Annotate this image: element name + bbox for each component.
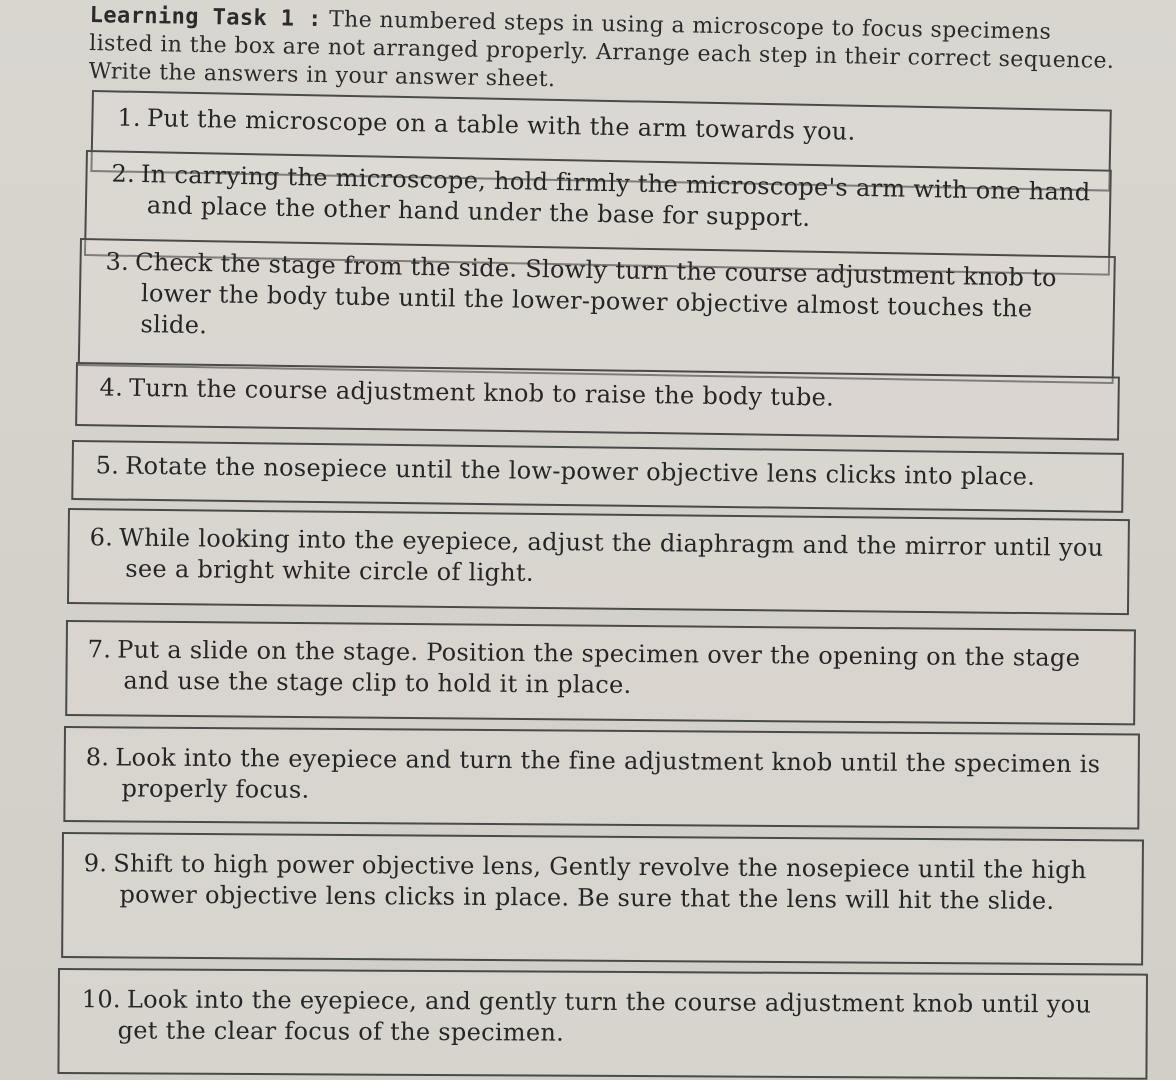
step-item [117,102,1093,152]
step-item [89,522,1112,595]
step-text: Look into the eyepiece and turn the fine adjustment knob until the specimen is properly focus. [115,743,1101,804]
step-box-5 [71,440,1124,513]
step-item [99,372,1101,417]
step-item [82,984,1130,1051]
step-text: Look into the eyepiece, and gently turn the course adjustment knob until you get the clear focus of the specimen. [117,985,1092,1047]
step-item [111,158,1094,239]
step-box-10 [57,968,1148,1080]
step-text: Rotate the nosepiece until the low-power objective lens clicks into place. [125,451,1036,491]
step-text: In carrying the microscope, hold firmly the microscope's arm with one hand and place the other hand under the base for support. [140,160,1091,232]
step-text: Turn the course adjustment knob to raise the body tube. [128,373,835,412]
step-number: 6. [89,523,114,552]
step-number: 3. [105,247,130,276]
task-label: Learning Task 1 : [89,2,322,33]
step-box-6 [67,508,1130,615]
step-item [85,742,1121,811]
step-number: 5. [95,451,120,480]
step-box-3 [78,238,1116,384]
step-box-7 [65,620,1136,725]
step-number: 9. [83,849,108,878]
step-item [95,450,1105,493]
step-item [83,848,1125,917]
step-number: 8. [85,743,110,772]
step-text: Put a slide on the stage. Position the specimen over the opening on the stage and use the stage clip to hold it in place. [117,635,1081,699]
step-number: 10. [81,985,121,1014]
step-number: 1. [117,103,142,132]
step-text: Check the stage from the side. Slowly turn the course adjustment knob to lower the body tube until the lower-power objective almost touches the slide. [134,247,1058,340]
step-item [104,246,1097,356]
step-box-4 [75,362,1120,441]
task-instructions-text: The numbered steps in using a microscope to focus specimens listed in the box are not arranged properly. Arrange each step in their correct sequence. Write the answers in your answer sheet. [88,7,1115,93]
step-box-8 [63,726,1140,830]
step-text: Shift to high power objective lens, Gently revolve the nosepiece until the high power objective lens clicks in place. Be sure that the lens will hit the slide. [113,849,1087,915]
step-text: Put the microscope on a table with the arm towards you. [146,104,856,146]
step-text: While looking into the eyepiece, adjust the diaphragm and the mirror until you see a bright white circle of light. [119,523,1104,587]
step-number: 2. [111,159,136,188]
step-number: 4. [99,373,124,402]
step-box-9 [61,832,1144,966]
step-number: 7. [87,635,112,664]
step-item [87,634,1118,705]
